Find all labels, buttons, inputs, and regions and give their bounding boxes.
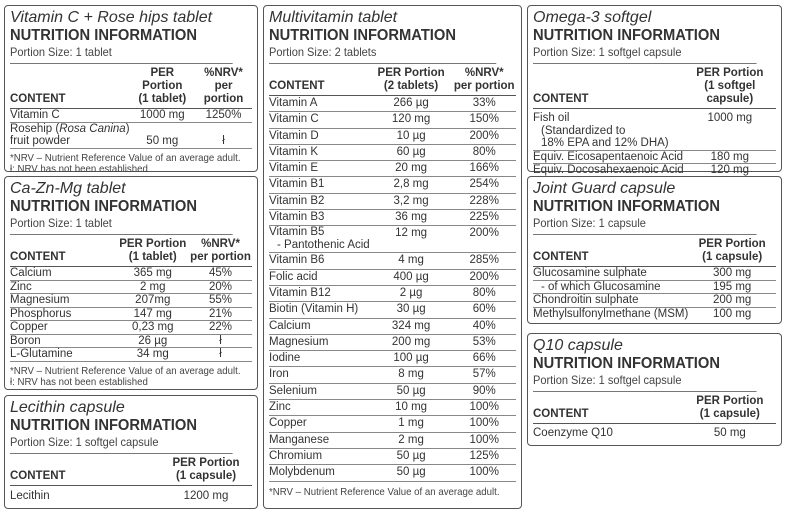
table-header — [269, 64, 516, 96]
table-row: Rosehip (Rosa Canina) fruit powder 50 mg ł — [10, 122, 252, 148]
nutrition-heading: NUTRITION INFORMATION — [533, 198, 720, 215]
nutrition-table — [533, 392, 776, 440]
nutrition-heading: NUTRITION INFORMATION — [533, 27, 720, 44]
portion-size: Portion Size: 1 capsule — [533, 216, 757, 235]
table-header — [10, 64, 252, 109]
table-header — [10, 454, 252, 486]
nutrition-heading: NUTRITION INFORMATION — [533, 355, 720, 372]
table-row: Copper 1 mg 100% — [269, 416, 516, 432]
col-content: CONTENT — [533, 392, 684, 424]
table-row: Zinc 2 mg 20% — [10, 280, 252, 294]
table-row: Vitamin K 60 µg 80% — [269, 144, 516, 160]
ca-zn-mg-panel — [4, 176, 258, 390]
table-row: Folic acid 400 µg 200% — [269, 269, 516, 285]
table-row: Vitamin C 1000 mg 1250% — [10, 109, 252, 123]
multivitamin-panel — [263, 5, 522, 509]
nutrition-heading: NUTRITION INFORMATION — [10, 27, 197, 44]
col-nrv: %NRV* per portion — [195, 64, 252, 109]
nutrition-table — [269, 64, 516, 482]
nrv-not-established-note: ł: NRV has not been established — [10, 376, 148, 388]
table-row: Iodine 100 µg 66% — [269, 351, 516, 367]
table-row: Boron 26 µg ł — [10, 334, 252, 348]
q10-panel — [527, 333, 782, 446]
nrv-footnote: *NRV – Nutrient Reference Value of an average adult. — [10, 364, 241, 377]
col-per-portion: PER Portion (1 capsule) — [160, 454, 252, 486]
nrv-not-established-note: ł: NRV has not been established — [10, 163, 148, 175]
nutrition-table — [533, 64, 776, 177]
table-row: Copper 0,23 mg 22% — [10, 321, 252, 335]
table-row: Calcium 324 mg 40% — [269, 318, 516, 334]
table-row: Glucosamine sulphate 300 mg — [533, 267, 776, 281]
table-row: Magnesium 200 mg 53% — [269, 334, 516, 350]
table-row: Selenium 50 µg 90% — [269, 383, 516, 399]
table-row: Manganese 2 mg 100% — [269, 432, 516, 448]
table-row: Methylsulfonylmethane (MSM) 100 mg — [533, 307, 752, 320]
table-row: Biotin (Vitamin H) 30 µg 60% — [269, 302, 516, 318]
table-row: Fish oil (Standardized to 18% EPA and 12% DHA) 1000 mg — [533, 109, 776, 151]
table-header — [533, 235, 776, 267]
table-row: Vitamin B5 - Pantothenic Acid 12 mg 200% — [269, 226, 516, 253]
table-row: Magnesium 207mg 55% — [10, 294, 252, 308]
col-content: CONTENT — [10, 454, 160, 486]
table-header — [533, 64, 776, 109]
vitamin-c-panel — [4, 5, 258, 175]
table-row: Equiv. Docosahexaenoic Acid 120 mg — [533, 164, 750, 176]
col-nrv: %NRV* per portion — [452, 64, 516, 96]
table-row: Vitamin B12 2 µg 80% — [269, 285, 516, 301]
omega-3-panel — [527, 5, 782, 176]
table-row: Lecithin 1200 mg — [10, 490, 229, 502]
col-nrv: %NRV* per portion — [189, 235, 252, 267]
table-row: Iron 8 mg 57% — [269, 367, 516, 383]
lecithin-panel — [4, 395, 258, 509]
table-row: Chondroitin sulphate 200 mg — [533, 294, 776, 308]
product-title: Joint Guard capsule — [533, 180, 676, 197]
col-per-portion: PER Portion (1 capsule) — [684, 392, 776, 424]
table-row: Vitamin B3 36 mg 225% — [269, 210, 516, 226]
table-row: L-Glutamine 34 mg ł — [10, 348, 252, 362]
nutrition-table — [10, 64, 252, 149]
col-content: CONTENT — [533, 64, 684, 109]
col-per-portion: PER Portion (1 capsule) — [688, 235, 776, 267]
col-per-portion: PER Portion (1 tablet) — [130, 64, 195, 109]
portion-size: Portion Size: 1 softgel capsule — [10, 435, 233, 454]
col-per-portion: PER Portion (1 tablet) — [116, 235, 189, 267]
table-row: Vitamin A 266 µg 33% — [269, 96, 516, 112]
product-title: Lecithin capsule — [10, 399, 125, 416]
table-row: Equiv. Eicosapentaenoic Acid 180 mg — [533, 150, 776, 164]
table-row: - of which Glucosamine 195 mg — [533, 280, 776, 294]
table-row: Coenzyme Q10 50 mg — [533, 427, 746, 439]
nrv-footnote: *NRV – Nutrient Reference Value of an average adult. — [10, 151, 241, 164]
nutrition-table — [10, 235, 252, 362]
col-content: CONTENT — [10, 64, 130, 109]
fish-oil-label: Fish oil — [533, 112, 570, 124]
product-title: Vitamin C + Rose hips tablet — [10, 9, 213, 26]
portion-size: Portion Size: 2 tablets — [269, 45, 496, 64]
table-row: Calcium 365 mg 45% — [10, 267, 252, 281]
table-row: Vitamin B1 2,8 mg 254% — [269, 177, 516, 193]
table-row: Vitamin E 20 mg 166% — [269, 161, 516, 177]
table-row: Phosphorus 147 mg 21% — [10, 307, 252, 321]
col-content: CONTENT — [10, 235, 116, 267]
col-content: CONTENT — [533, 235, 688, 267]
table-row: Chromium 50 µg 125% — [269, 448, 516, 464]
product-title: Ca-Zn-Mg tablet — [10, 180, 126, 197]
table-row: Vitamin B6 4 mg 285% — [269, 253, 516, 269]
table-row: Vitamin D 10 µg 200% — [269, 128, 516, 144]
table-row: Molybdenum 50 µg 100% — [269, 465, 516, 481]
table-header — [533, 392, 776, 424]
standardized-note: (Standardized to — [541, 124, 626, 137]
portion-size: Portion Size: 1 tablet — [10, 216, 233, 235]
table-row: Vitamin B2 3,2 mg 228% — [269, 193, 516, 209]
col-content: CONTENT — [269, 64, 370, 96]
nutrition-table — [533, 235, 776, 320]
col-per-portion: PER Portion (2 tablets) — [370, 64, 453, 96]
joint-guard-panel — [527, 176, 782, 324]
portion-size: Portion Size: 1 tablet — [10, 45, 233, 64]
nutrition-table — [10, 454, 252, 503]
table-row: Zinc 10 mg 100% — [269, 400, 516, 416]
product-title: Multivitamin tablet — [269, 9, 398, 26]
product-title: Omega-3 softgel — [533, 9, 652, 26]
col-per-portion: PER Portion (1 softgel capsule) — [684, 64, 776, 109]
nutrition-heading: NUTRITION INFORMATION — [269, 27, 456, 44]
portion-size: Portion Size: 1 softgel capsule — [533, 373, 757, 392]
portion-size: Portion Size: 1 softgel capsule — [533, 45, 757, 64]
product-title: Q10 capsule — [533, 337, 623, 354]
table-row: Vitamin C 120 mg 150% — [269, 112, 516, 128]
table-header — [10, 235, 252, 267]
nrv-footnote: *NRV – Nutrient Reference Value of an average adult. — [269, 485, 500, 498]
nutrition-heading: NUTRITION INFORMATION — [10, 417, 197, 434]
nutrition-heading: NUTRITION INFORMATION — [10, 198, 197, 215]
